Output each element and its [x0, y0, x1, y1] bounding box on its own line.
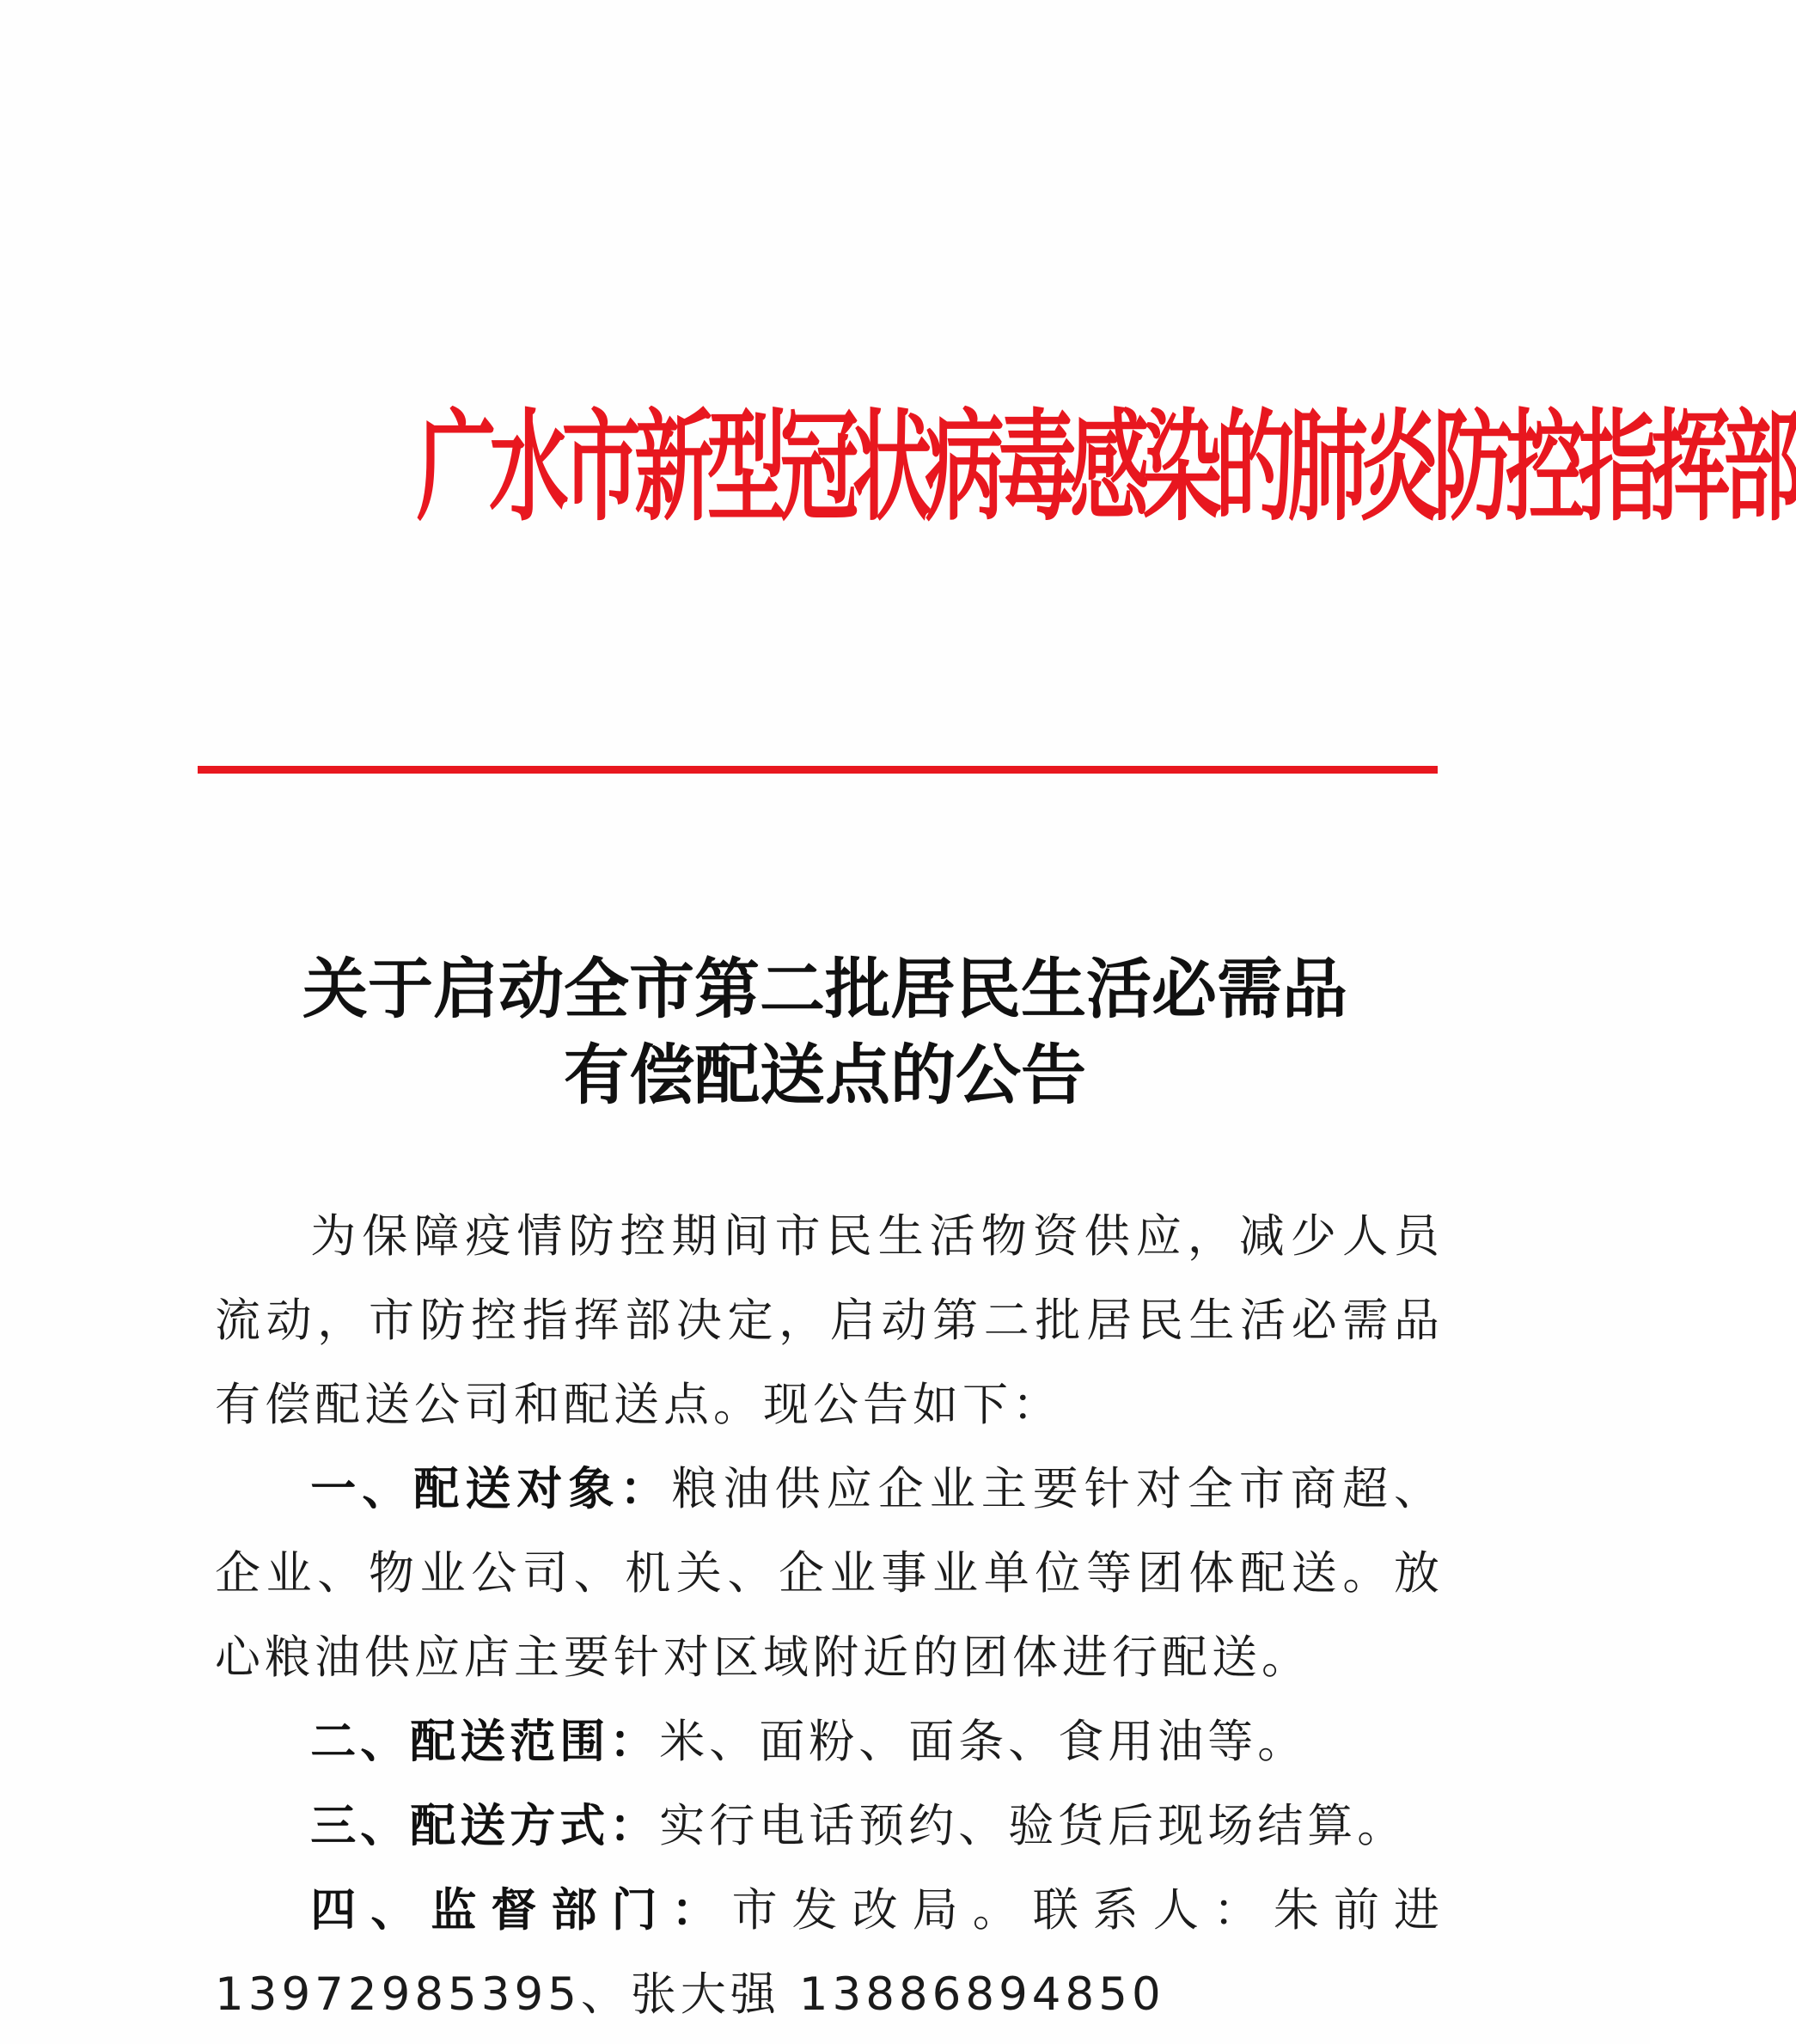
section-paragraph: [215, 1700, 1444, 1784]
section-heading: 二、配送范围：: [310, 1716, 660, 1768]
section-paragraph: [215, 1447, 1444, 1700]
section-paragraph: [215, 1784, 1444, 1869]
section-heading: 四、监督部门：: [310, 1884, 732, 1937]
section-text: 市发改局。联系人：朱前进 13972985395、张大强 13886894850: [215, 1884, 1445, 2021]
announcement-body: [215, 1195, 1444, 2037]
intro-paragraph: 为保障疫情防控期间市民生活物资供应，减少人员流动，市防控指挥部决定，启动第二批居民生活必需品有偿配送公司和配送点。现公告如下：: [215, 1210, 1444, 1431]
issuing-organization-header: 广水市新型冠状病毒感染的肺炎防控指挥部: [416, 398, 1796, 538]
section-text: 粮油供应企业主要针对全市商超、企业、物业公司、机关、企业事业单位等团体配送。放心粮油供应店主要针对区域附近的团体进行配送。: [215, 1463, 1444, 1684]
document-title-line-1: 关于启动全市第二批居民生活必需品: [302, 951, 1347, 1027]
section-paragraph: [215, 1869, 1444, 2037]
document-title-line-2: 有偿配送点的公告: [564, 1037, 1086, 1113]
section-text: 米、面粉、面条、食用油等。: [659, 1716, 1308, 1768]
red-divider-line: [198, 766, 1438, 774]
section-text: 实行电话预约、验货后现场结算。: [659, 1800, 1408, 1852]
section-heading: 三、配送方式：: [310, 1800, 660, 1852]
section-heading: 一、配送对象：: [310, 1463, 672, 1515]
